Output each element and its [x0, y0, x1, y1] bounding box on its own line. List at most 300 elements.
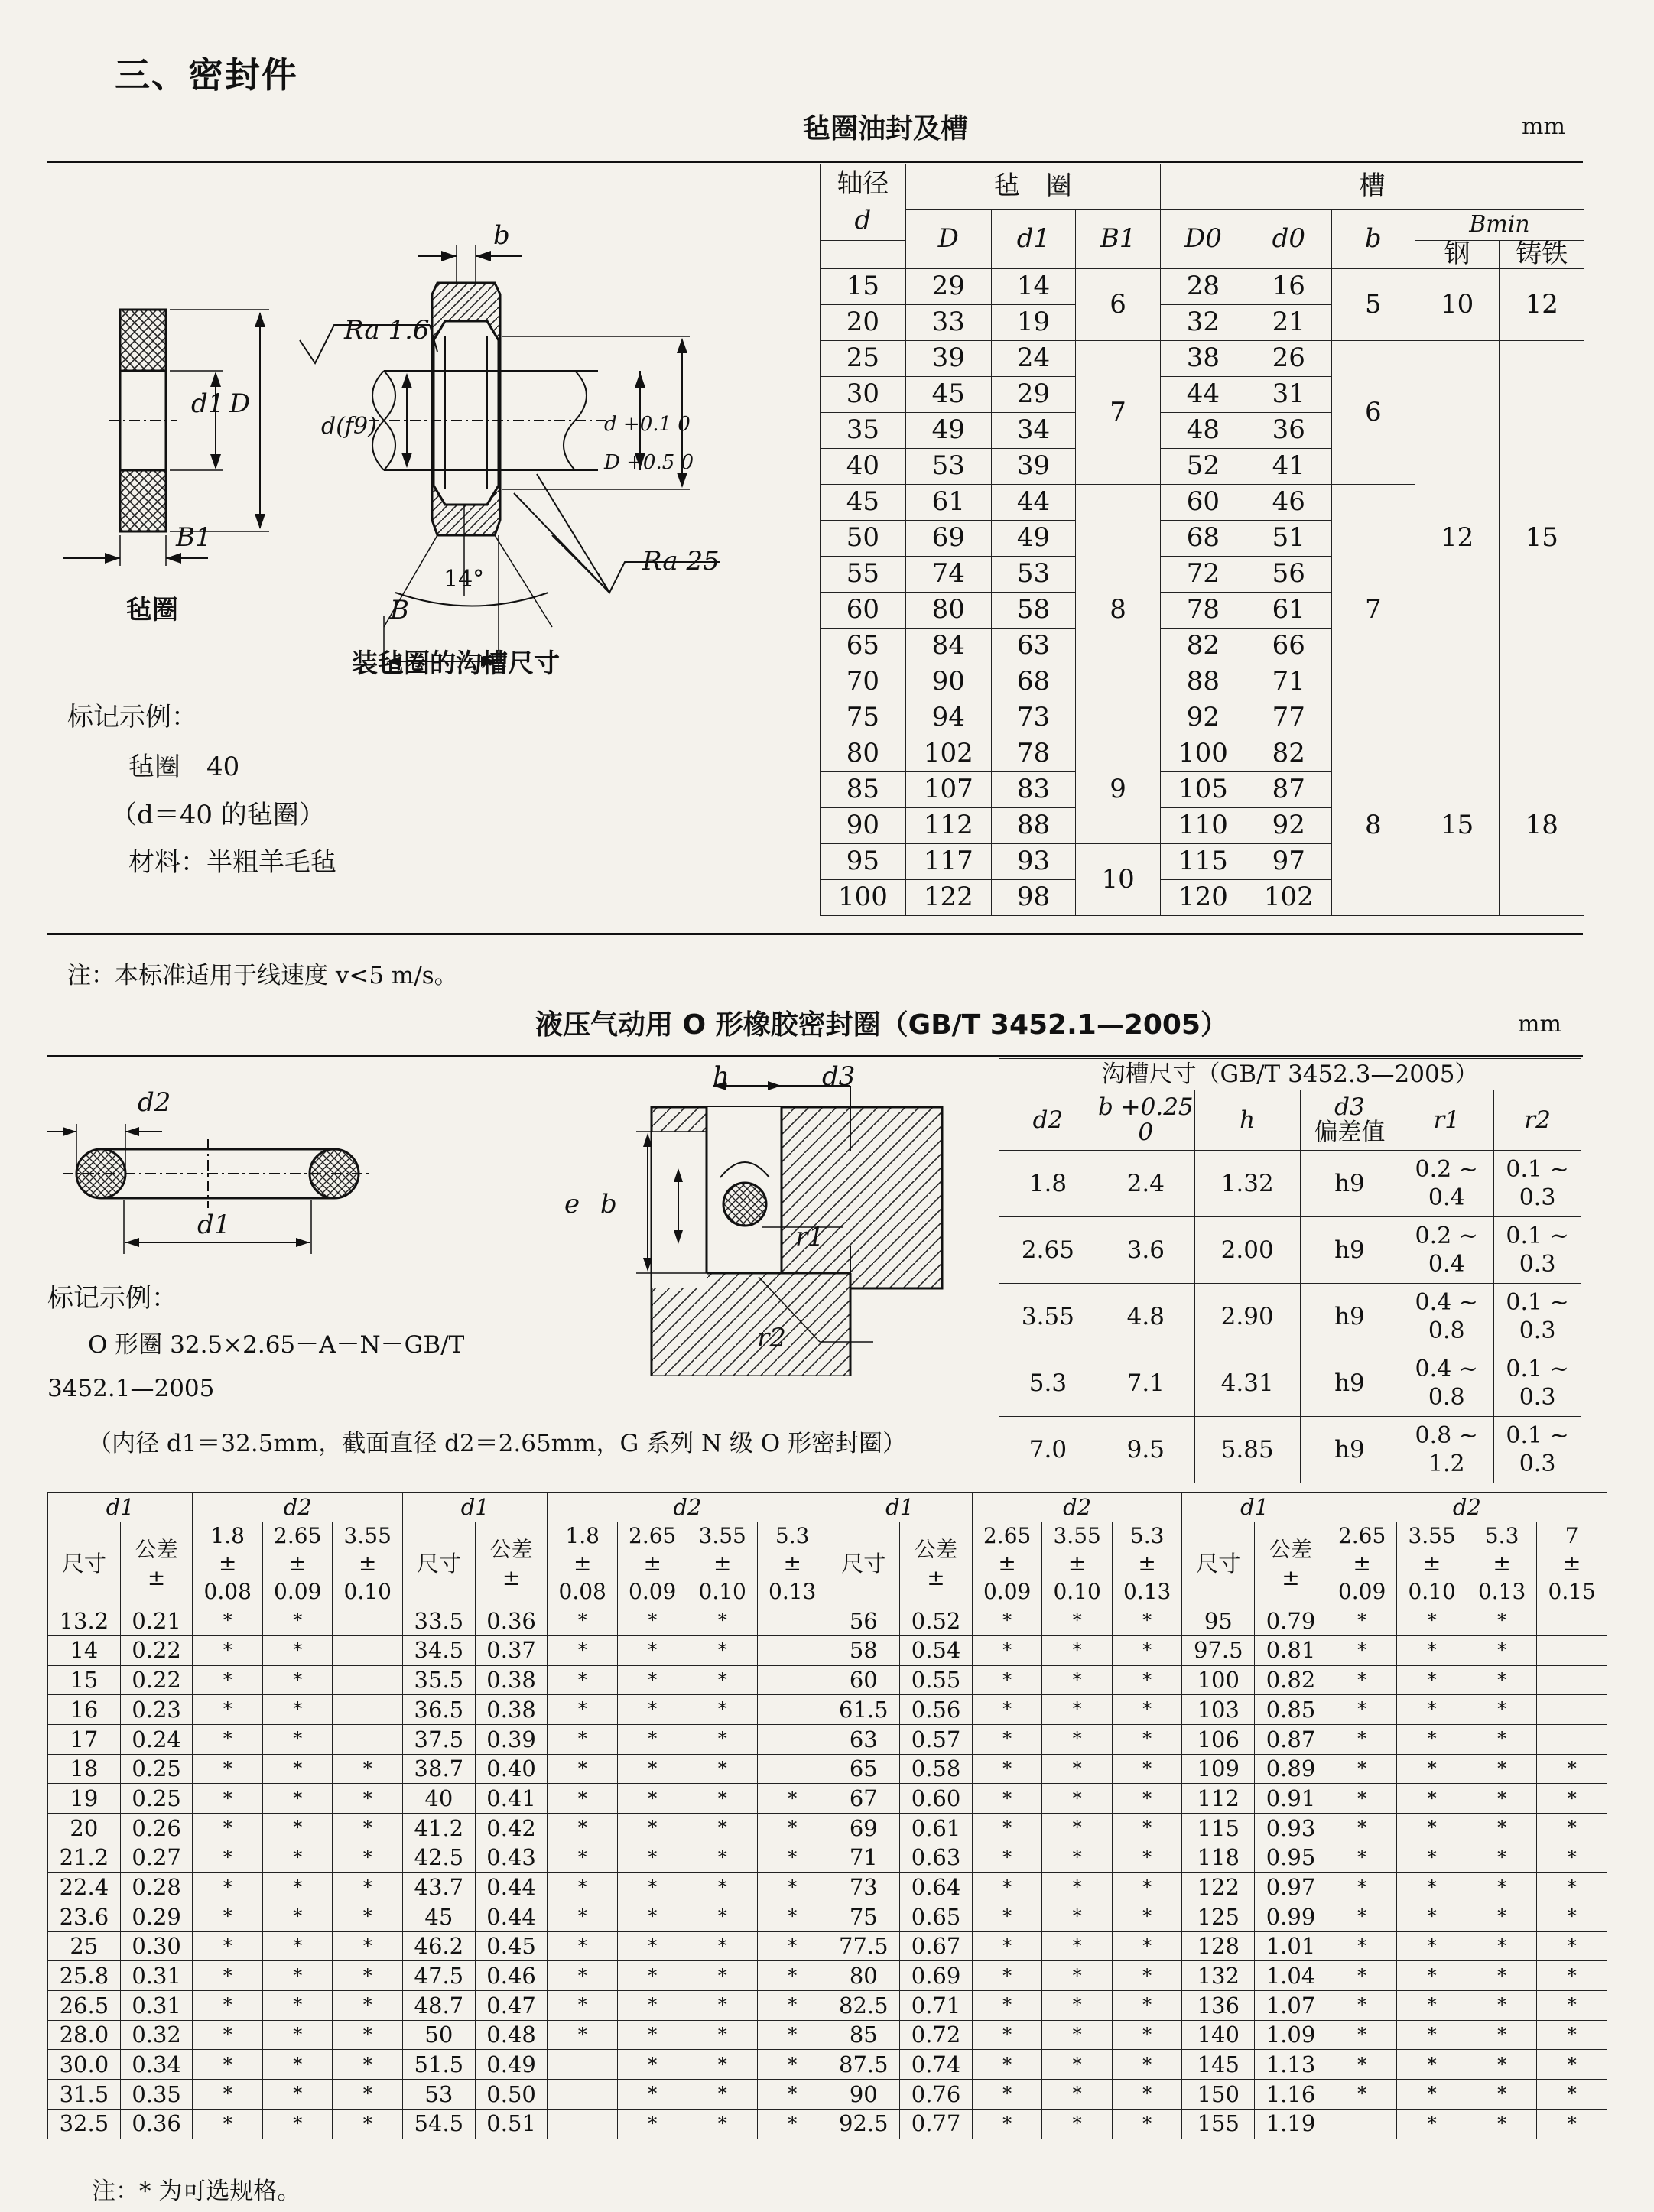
oring-cell-mark: *: [972, 1635, 1042, 1665]
oring-cell-mark: *: [262, 2020, 333, 2050]
oring-cell-mark: *: [548, 2020, 618, 2050]
felt-cell-d: 90: [821, 808, 906, 844]
oring-cell-mark: *: [548, 1695, 618, 1725]
oring-cell-mark: *: [1537, 1991, 1607, 2021]
fig-dplus-label: d +0.1 0: [604, 413, 691, 436]
oring-cell-mark: [1537, 1635, 1607, 1665]
oring-cell-tol: 0.32: [120, 2020, 193, 2050]
oring-cell-mark: *: [617, 1961, 687, 1991]
oring-cell-mark: *: [1327, 1902, 1397, 1932]
oring-cell-mark: *: [1397, 1843, 1467, 1873]
fig-B1-label: B1: [176, 522, 212, 553]
oring-cell-tol: 0.64: [900, 1873, 973, 1902]
oring-cell-mark: *: [1112, 1606, 1182, 1636]
oring-hdr-d2-size: 3.55: [698, 1523, 746, 1548]
oring-cell-mark: *: [1467, 1813, 1537, 1843]
felt-cell-D: 117: [905, 844, 991, 880]
oring-hdr-tol-label: 公差: [489, 1537, 533, 1563]
felt-cell-D: 29: [905, 269, 991, 305]
oring-cell-mark: *: [617, 1902, 687, 1932]
felt-cell-d1: 39: [991, 449, 1076, 485]
oring-hdr-d2-col: [687, 1522, 758, 1606]
oring-cell-mark: *: [1327, 2050, 1397, 2080]
oring-cell-size: 50: [402, 2020, 475, 2050]
oring-cell-mark: *: [1112, 1635, 1182, 1665]
oring-cell-mark: *: [548, 1784, 618, 1814]
g-hdr-b: b +0.25 0: [1097, 1090, 1194, 1151]
groove-cell-b: 2.4: [1097, 1151, 1194, 1217]
oring-cell-tol: 0.25: [120, 1754, 193, 1784]
felt-cell-D0: 100: [1160, 736, 1246, 772]
oring-cell-size: 23.6: [48, 1902, 121, 1932]
oring-hdr-d2-pm: ±: [643, 1551, 661, 1577]
oring-cell-mark: *: [757, 2020, 827, 2050]
groove-r2-max: 0.3: [1519, 1384, 1556, 1411]
oring-cell-size: 32.5: [48, 2109, 121, 2139]
oring-cell-mark: [333, 1635, 403, 1665]
oring-cell-mark: *: [1467, 2080, 1537, 2110]
hdr-iron: 铸铁: [1500, 241, 1584, 269]
oring-cell-mark: *: [687, 2050, 758, 2080]
oring-cell-size: 46.2: [402, 1931, 475, 1961]
oring-cell-tol: 0.79: [1255, 1606, 1327, 1636]
felt-bottom-rule: [47, 933, 1583, 935]
oring-cell-size: 58: [827, 1635, 900, 1665]
oring-cell-size: 103: [1182, 1695, 1255, 1725]
felt-cell-d0: 82: [1246, 736, 1331, 772]
felt-cell-B1: 7: [1076, 341, 1161, 485]
oring-cell-size: 118: [1182, 1843, 1255, 1873]
oring-cell-mark: [333, 1606, 403, 1636]
oring-hdr-d2-pm: ±: [288, 1551, 307, 1577]
oring-cell-mark: *: [1112, 1991, 1182, 2021]
oring-hdr-tol-label: 公差: [915, 1537, 958, 1563]
oring-cell-tol: 0.77: [900, 2109, 973, 2139]
oring-cell-mark: *: [1537, 2020, 1607, 2050]
oring-hdr-d2-pm: ±: [573, 1551, 592, 1577]
oring-hdr-d2: d2: [548, 1493, 827, 1522]
oring-cell-mark: *: [1467, 1902, 1537, 1932]
felt-cell-D0: 28: [1160, 269, 1246, 305]
oring-row: [48, 2020, 1607, 2050]
oring-cell-tol: 0.30: [120, 1931, 193, 1961]
oring-cell-mark: *: [262, 1991, 333, 2021]
oring-cell-mark: *: [333, 1784, 403, 1814]
oring-cell-mark: *: [687, 1754, 758, 1784]
hdr-d0: d0: [1246, 210, 1331, 269]
felt-cell-D0: 82: [1160, 629, 1246, 664]
felt-cell-d0: 102: [1246, 880, 1331, 916]
felt-cell-D: 49: [905, 413, 991, 449]
oring-row: [48, 1843, 1607, 1873]
felt-cell-D0: 120: [1160, 880, 1246, 916]
oring-cell-size: 61.5: [827, 1695, 900, 1725]
oring-hdr-d2-pm: ±: [358, 1551, 377, 1577]
oring-cell-tol: 0.36: [120, 2109, 193, 2139]
oring-row: [48, 1961, 1607, 1991]
oring-cell-size: 128: [1182, 1931, 1255, 1961]
oring-cell-size: 150: [1182, 2080, 1255, 2110]
oring-cell-tol: 0.34: [120, 2050, 193, 2080]
oring-cell-tol: 0.21: [120, 1606, 193, 1636]
oring-cell-size: 122: [1182, 1873, 1255, 1902]
oring-fig-d1: d1: [197, 1210, 231, 1240]
oring-cell-mark: [1537, 1724, 1607, 1754]
oring-hdr-d2-tol: 0.08: [558, 1578, 606, 1604]
groove-r1-max: 0.8: [1428, 1317, 1465, 1344]
groove-cell-d2: 2.65: [999, 1217, 1097, 1284]
oring-cell-mark: *: [333, 2109, 403, 2139]
oring-hdr-d2-tol: 0.09: [629, 1578, 677, 1604]
felt-top-rule: [47, 161, 1583, 163]
groove-r1-max: 0.8: [1428, 1384, 1465, 1411]
oring-cell-mark: *: [1112, 1931, 1182, 1961]
oring-cell-size: 30.0: [48, 2050, 121, 2080]
oring-cell-mark: *: [1397, 2109, 1467, 2139]
oring-cell-mark: *: [617, 1606, 687, 1636]
oring-cell-tol: 0.50: [475, 2080, 548, 2110]
oring-cell-mark: *: [1467, 1724, 1537, 1754]
felt-cell-D: 102: [905, 736, 991, 772]
felt-cell-d1: 24: [991, 341, 1076, 377]
felt-cell-d1: 14: [991, 269, 1076, 305]
oring-cell-mark: *: [757, 1843, 827, 1873]
groove-cell-b: 9.5: [1097, 1417, 1194, 1483]
oring-cell-mark: *: [1537, 2080, 1607, 2110]
oring-cell-mark: *: [1112, 1843, 1182, 1873]
oring-cell-mark: *: [548, 1635, 618, 1665]
oring-cell-mark: *: [1537, 1813, 1607, 1843]
groove-cell-h: 4.31: [1194, 1350, 1300, 1417]
oring-cell-mark: *: [1397, 1724, 1467, 1754]
groove-r2-min: 0.1 ~: [1506, 1288, 1569, 1316]
oring-cell-tol: 0.91: [1255, 1784, 1327, 1814]
oring-cell-mark: *: [617, 1784, 687, 1814]
oring-hdr-size: 尺寸: [827, 1522, 900, 1606]
felt-cell-iron: 12: [1500, 269, 1584, 341]
oring-cell-tol: 0.60: [900, 1784, 973, 1814]
oring-cell-mark: *: [1537, 1784, 1607, 1814]
oring-cell-mark: *: [1467, 1843, 1537, 1873]
oring-cell-mark: *: [1397, 1635, 1467, 1665]
oring-hdr-d2-col: [1397, 1522, 1467, 1606]
oring-cell-tol: 1.07: [1255, 1991, 1327, 2021]
oring-hdr-tol: [120, 1522, 193, 1606]
oring-cell-mark: *: [687, 2020, 758, 2050]
oring-cell-mark: *: [1537, 2109, 1607, 2139]
oring-cell-mark: *: [333, 1991, 403, 2021]
oring-cell-mark: *: [1042, 1606, 1113, 1636]
oring-cell-tol: 0.95: [1255, 1843, 1327, 1873]
felt-cell-d: 45: [821, 485, 906, 521]
section-title: 三、密封件: [115, 54, 298, 96]
oring-cell-size: 43.7: [402, 1873, 475, 1902]
felt-cell-D: 84: [905, 629, 991, 664]
oring-cell-mark: *: [757, 2080, 827, 2110]
oring-hdr-tol: [900, 1522, 973, 1606]
oring-cell-tol: 0.82: [1255, 1665, 1327, 1695]
oring-hdr-d2-tol: 0.09: [1337, 1578, 1386, 1604]
oring-cell-mark: *: [548, 1902, 618, 1932]
oring-cell-mark: *: [333, 1813, 403, 1843]
oring-cell-mark: *: [617, 1813, 687, 1843]
oring-cell-size: 67: [827, 1784, 900, 1814]
felt-cell-d1: 73: [991, 700, 1076, 736]
oring-cell-mark: *: [1042, 1931, 1113, 1961]
groove-r2-min: 0.1 ~: [1506, 1421, 1569, 1449]
felt-seal-table: [820, 164, 1584, 916]
oring-cell-size: 25.8: [48, 1961, 121, 1991]
oring-cell-mark: [1327, 2109, 1397, 2139]
groove-r1-min: 0.4 ~: [1415, 1355, 1478, 1382]
oring-hdr-d2-pm: ±: [1067, 1551, 1087, 1577]
oring-cell-mark: [1537, 1695, 1607, 1725]
oring-cell-mark: *: [972, 1813, 1042, 1843]
oring-row: [48, 2109, 1607, 2139]
oring-cell-tol: 0.85: [1255, 1695, 1327, 1725]
groove-cell-r2: [1494, 1284, 1581, 1350]
oring-cell-mark: *: [617, 1724, 687, 1754]
oring-cell-mark: *: [757, 1931, 827, 1961]
groove-row: [999, 1151, 1581, 1217]
groove-cell-h: 1.32: [1194, 1151, 1300, 1217]
oring-cell-tol: 0.27: [120, 1843, 193, 1873]
groove-r2-min: 0.1 ~: [1506, 1355, 1569, 1382]
oring-cell-mark: *: [972, 1931, 1042, 1961]
oring-cell-size: 77.5: [827, 1931, 900, 1961]
oring-cell-mark: *: [193, 2020, 263, 2050]
oring-cell-tol: 0.87: [1255, 1724, 1327, 1754]
oring-cell-mark: *: [548, 1843, 618, 1873]
felt-cell-D: 53: [905, 449, 991, 485]
oring-cell-mark: *: [687, 1931, 758, 1961]
oring-hdr-d2-tol: 0.10: [698, 1578, 746, 1604]
oring-hdr-d2-pm: ±: [1422, 1551, 1441, 1577]
felt-cell-d0: 97: [1246, 844, 1331, 880]
oring-hdr-d2-col: [548, 1522, 618, 1606]
oring-cell-tol: 0.71: [900, 1991, 973, 2021]
felt-cell-d0: 16: [1246, 269, 1331, 305]
g-hdr-d2: d2: [999, 1090, 1097, 1151]
groove-cell-d2: 1.8: [999, 1151, 1097, 1217]
oring-note: 注：* 为可选规格。: [92, 2178, 301, 2205]
oring-cell-tol: 0.42: [475, 1813, 548, 1843]
oring-cell-tol: 0.44: [475, 1873, 548, 1902]
oring-cell-mark: *: [1537, 1961, 1607, 1991]
oring-cell-size: 87.5: [827, 2050, 900, 2080]
oring-cell-mark: *: [193, 1873, 263, 1902]
oring-hdr-d2-size: 2.65: [274, 1523, 322, 1548]
groove-cell-d2: 3.55: [999, 1284, 1097, 1350]
oring-cell-tol: 0.31: [120, 1991, 193, 2021]
fig-B-label: B: [390, 595, 409, 625]
felt-cell-d1: 93: [991, 844, 1076, 880]
groove-r1-min: 0.2 ~: [1415, 1222, 1478, 1249]
oring-cell-mark: *: [1042, 1784, 1113, 1814]
oring-cell-mark: *: [548, 1873, 618, 1902]
groove-cell-h: 2.00: [1194, 1217, 1300, 1284]
oring-cell-mark: *: [1397, 2080, 1467, 2110]
oring-hdr-tol: [475, 1522, 548, 1606]
oring-cell-mark: *: [617, 2109, 687, 2139]
oring-fig-r1: r1: [795, 1222, 824, 1252]
oring-cell-tol: 1.16: [1255, 2080, 1327, 2110]
hdr-shaft-d: d: [854, 204, 872, 235]
oring-cell-mark: *: [687, 2109, 758, 2139]
oring-row: [48, 1754, 1607, 1784]
oring-hdr-d2-tol: 0.13: [1123, 1578, 1171, 1604]
oring-cell-tol: 1.04: [1255, 1961, 1327, 1991]
oring-hdr-d2-tol: 0.10: [343, 1578, 392, 1604]
oring-cell-tol: 0.63: [900, 1843, 973, 1873]
groove-cell-r2: [1494, 1350, 1581, 1417]
oring-cell-size: 26.5: [48, 1991, 121, 2021]
felt-mark-line-1: 毡圈 40: [128, 752, 240, 782]
oring-hdr-d2-tol: 0.09: [983, 1578, 1032, 1604]
oring-row: [48, 1991, 1607, 2021]
hdr-d1: d1: [991, 210, 1076, 269]
oring-cell-size: 51.5: [402, 2050, 475, 2080]
oring-cell-mark: *: [1327, 1724, 1397, 1754]
oring-cell-size: 34.5: [402, 1635, 475, 1665]
oring-hdr-d2-size: 5.3: [775, 1523, 810, 1548]
oring-cell-size: 140: [1182, 2020, 1255, 2050]
oring-hdr-d2-col: [1467, 1522, 1537, 1606]
oring-unit: mm: [1518, 1011, 1561, 1038]
oring-cell-mark: *: [193, 1991, 263, 2021]
oring-cell-mark: *: [333, 2050, 403, 2080]
oring-cell-tol: 0.52: [900, 1606, 973, 1636]
oring-cell-mark: *: [333, 1961, 403, 1991]
felt-mark-line-3: 材料：半粗羊毛毡: [128, 847, 336, 878]
oring-cell-mark: *: [687, 1843, 758, 1873]
oring-cell-mark: *: [333, 1902, 403, 1932]
oring-cell-mark: *: [1467, 1873, 1537, 1902]
felt-cell-steel: 15: [1415, 736, 1500, 916]
oring-cell-mark: *: [548, 1754, 618, 1784]
groove-r1-max: 0.4: [1428, 1184, 1465, 1211]
groove-cell-d3: h9: [1300, 1151, 1399, 1217]
oring-mark-line-3: （内径 d1＝32.5mm，截面直径 d2＝2.65mm，G 系列 N 级 O 形密封圈）: [88, 1430, 907, 1457]
oring-hdr-d2-col: [1112, 1522, 1182, 1606]
felt-cell-D: 122: [905, 880, 991, 916]
oring-cell-tol: 1.19: [1255, 2109, 1327, 2139]
oring-cell-mark: *: [548, 1606, 618, 1636]
groove-row: [999, 1350, 1581, 1417]
oring-cell-mark: *: [687, 1724, 758, 1754]
felt-cell-B1: 6: [1076, 269, 1161, 341]
oring-cell-size: 17: [48, 1724, 121, 1754]
felt-cell-D0: 110: [1160, 808, 1246, 844]
felt-cell-b: 6: [1331, 341, 1415, 485]
felt-cell-D: 94: [905, 700, 991, 736]
fig-D-label: D: [229, 388, 251, 419]
felt-cell-d1: 63: [991, 629, 1076, 664]
oring-cell-tol: 0.76: [900, 2080, 973, 2110]
felt-cell-D0: 68: [1160, 521, 1246, 557]
oring-cell-mark: *: [1327, 1635, 1397, 1665]
oring-cell-mark: *: [262, 1635, 333, 1665]
oring-cell-mark: [548, 2080, 618, 2110]
oring-row: [48, 1724, 1607, 1754]
oring-cell-mark: [1537, 1665, 1607, 1695]
felt-cell-iron: 15: [1500, 341, 1584, 736]
oring-cell-mark: *: [972, 1724, 1042, 1754]
oring-cell-mark: *: [1042, 1635, 1113, 1665]
oring-cell-mark: *: [262, 2080, 333, 2110]
oring-cell-mark: *: [262, 1665, 333, 1695]
oring-cell-mark: *: [1112, 2020, 1182, 2050]
oring-cell-mark: *: [617, 1873, 687, 1902]
oring-fig-d2: d2: [138, 1087, 171, 1118]
oring-cell-tol: 0.38: [475, 1665, 548, 1695]
oring-cell-size: 132: [1182, 1961, 1255, 1991]
oring-cell-mark: *: [1042, 1843, 1113, 1873]
oring-mark-line-1: O 形圈 32.5×2.65－A－N－GB/T: [88, 1331, 465, 1359]
felt-cell-d1: 44: [991, 485, 1076, 521]
oring-cell-tol: 0.67: [900, 1931, 973, 1961]
oring-cell-mark: *: [972, 1843, 1042, 1873]
oring-cell-mark: *: [757, 2050, 827, 2080]
felt-groove-caption: 装毡圈的沟槽尺寸: [352, 648, 560, 679]
felt-cell-D0: 92: [1160, 700, 1246, 736]
g-hdr-d3-sym: d3: [1334, 1093, 1365, 1122]
oring-hdr-d2-size: 3.55: [1053, 1523, 1101, 1548]
oring-mark-title: 标记示例：: [47, 1283, 177, 1314]
oring-cell-mark: *: [193, 1813, 263, 1843]
oring-cell-mark: *: [757, 1902, 827, 1932]
oring-cell-mark: *: [333, 2020, 403, 2050]
oring-hdr-size: 尺寸: [1182, 1522, 1255, 1606]
oring-hdr-d2-size: 7: [1565, 1523, 1579, 1548]
groove-cell-r1: [1399, 1284, 1494, 1350]
groove-cell-r2: [1494, 1151, 1581, 1217]
groove-r1-min: 0.4 ~: [1415, 1288, 1478, 1316]
groove-r1-min: 0.8 ~: [1415, 1421, 1478, 1449]
fig-angle-label: 14°: [444, 566, 485, 593]
oring-size-table: [47, 1492, 1607, 2139]
oring-row: [48, 1635, 1607, 1665]
oring-cell-tol: 0.97: [1255, 1873, 1327, 1902]
groove-cell-b: 7.1: [1097, 1350, 1194, 1417]
oring-cell-mark: *: [1327, 1873, 1397, 1902]
oring-hdr-d2-col: [193, 1522, 263, 1606]
oring-cell-mark: *: [193, 1843, 263, 1873]
oring-cell-size: 63: [827, 1724, 900, 1754]
oring-hdr-d2-col: [972, 1522, 1042, 1606]
oring-cell-tol: 0.47: [475, 1991, 548, 2021]
oring-hdr-tol-pm: ±: [147, 1564, 166, 1590]
oring-cell-mark: *: [548, 1724, 618, 1754]
felt-cell-d0: 77: [1246, 700, 1331, 736]
oring-cell-mark: *: [193, 1961, 263, 1991]
oring-cell-tol: 0.31: [120, 1961, 193, 1991]
oring-cell-mark: *: [1042, 1902, 1113, 1932]
oring-hdr-tol-pm: ±: [502, 1564, 521, 1590]
oring-cell-size: 15: [48, 1665, 121, 1695]
oring-cell-mark: *: [262, 1843, 333, 1873]
felt-cell-D0: 44: [1160, 377, 1246, 413]
oring-hdr-d2-col: [617, 1522, 687, 1606]
g-hdr-r2: r2: [1494, 1090, 1581, 1151]
felt-cell-d: 70: [821, 664, 906, 700]
oring-cell-mark: *: [333, 1873, 403, 1902]
oring-cell-mark: *: [1327, 1665, 1397, 1695]
oring-cell-mark: *: [1537, 1754, 1607, 1784]
oring-cell-mark: *: [757, 1813, 827, 1843]
oring-cell-size: 125: [1182, 1902, 1255, 1932]
oring-hdr-d2-pm: ±: [1353, 1551, 1371, 1577]
